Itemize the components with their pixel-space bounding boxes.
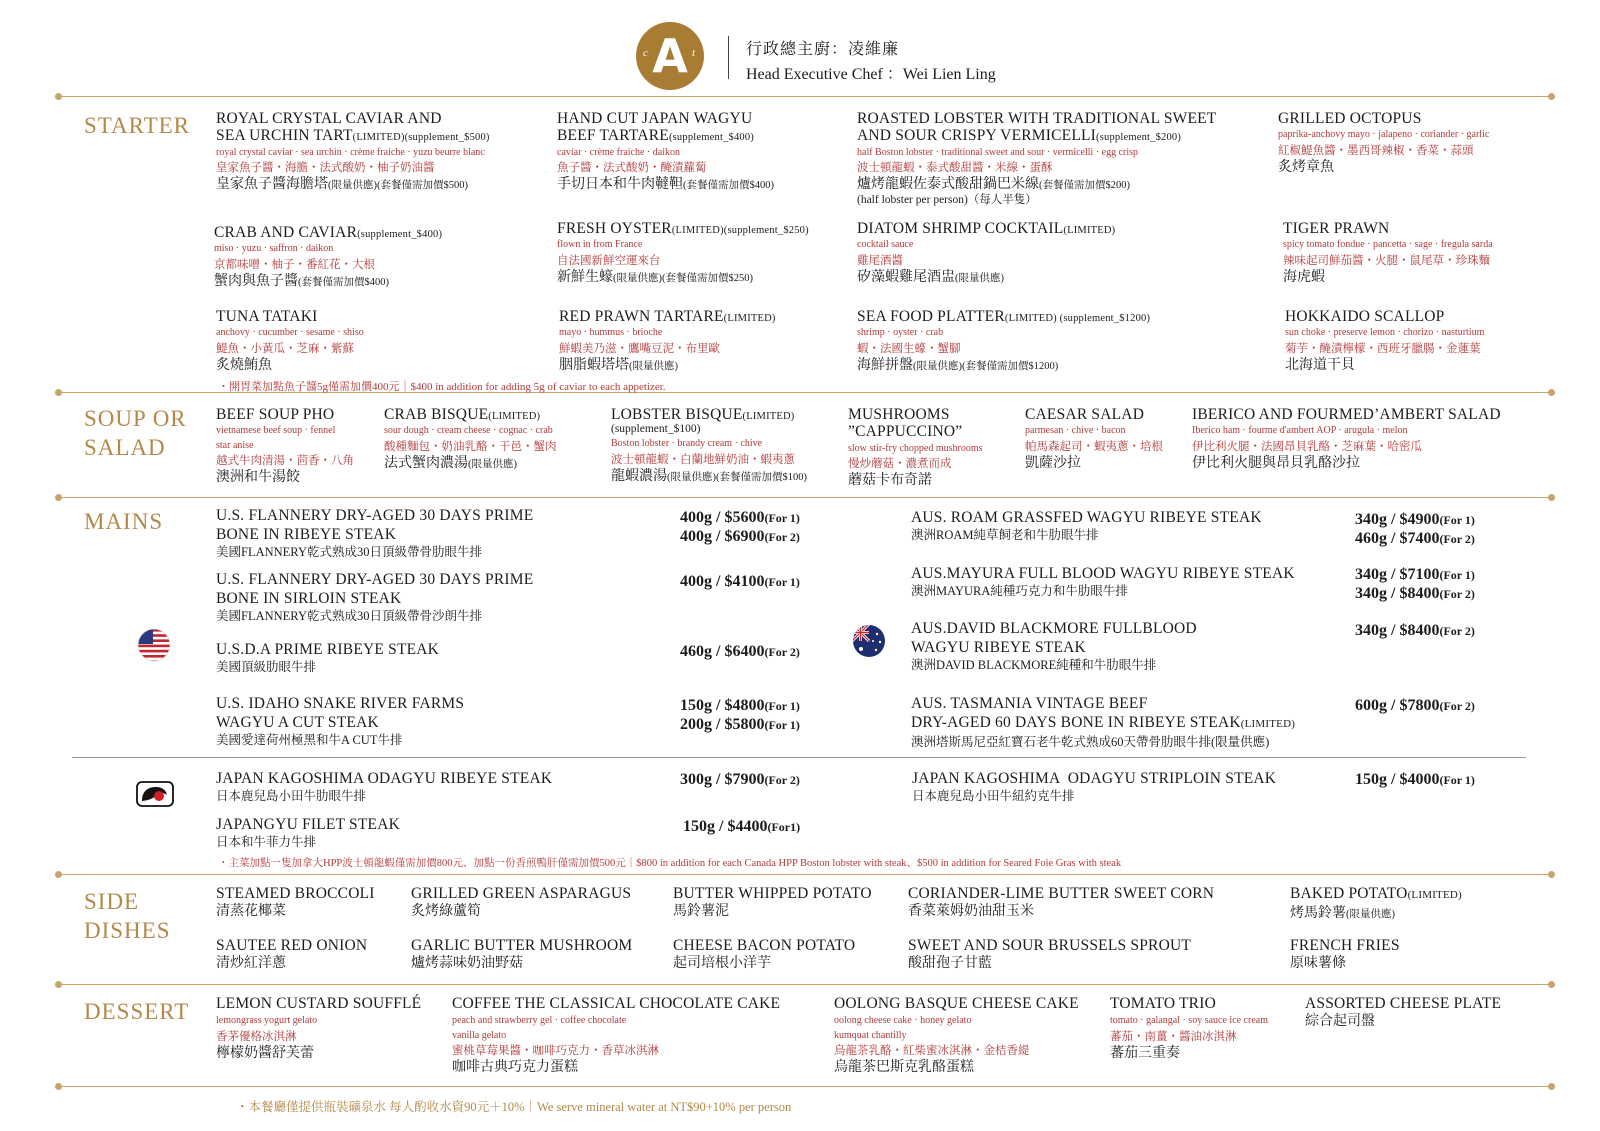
soup-item <box>1025 406 1185 472</box>
item-name-zh: 美國FLANNERY乾式熟成30日頂級帶骨沙朗牛排 <box>216 609 482 623</box>
starter-item <box>1283 220 1563 286</box>
item-name-line2: WAGYU RIBEYE STEAK <box>911 639 1086 656</box>
item-description-zh: 蝦・法國生蠔・蟹腳 <box>857 342 961 355</box>
item-price: 340g / $8400(For 2) <box>1355 585 1475 602</box>
main-item <box>216 640 656 676</box>
starter-caviar-note: ・開胃菜加點魚子醬5g僅需加價400元｜$400 in addition for adding 5g of caviar to each appetizer. <box>218 381 666 393</box>
section-label-starter: STARTER <box>84 113 191 138</box>
item-description: sour dough · cream cheese · cognac · crab <box>384 425 553 437</box>
section-divider <box>58 1086 1552 1087</box>
item-description-zh: 波士頓龍蝦・泰式酸甜醬・米線・蛋酥 <box>857 162 1053 175</box>
dessert-item <box>1305 994 1545 1030</box>
section-divider <box>58 497 1552 498</box>
item-name-zh: 矽藻蝦雞尾酒盅(限量供應) <box>857 269 1004 285</box>
main-item <box>216 694 656 749</box>
item-name: CRAB AND CAVIAR(supplement_$400) <box>214 224 443 241</box>
item-name-zh: 日本鹿兒島小田牛肋眼牛排 <box>216 789 367 803</box>
water-charge-note: ・本餐廳僅提供瓶裝礦泉水 每人酌收水資90元＋10%｜We serve mineral water at NT$90+10% per person <box>236 1100 792 1114</box>
item-name-zh: 手切日本和牛肉韃靼(套餐僅需加價$400) <box>557 177 774 193</box>
item-name-line2: AND SOUR CRISPY VERMICELLI(supplement_$200) <box>857 127 1182 145</box>
item-name-zh: 美國頂級肋眼牛排 <box>216 660 317 674</box>
item-description-zh: 菊芋・醃漬檸檬・西班牙臘腸・金蓮葉 <box>1285 342 1481 355</box>
item-name-zh: 原味薯條 <box>1290 956 1346 971</box>
item-description-zh: 慢炒蘑菇・濃煮而成 <box>848 458 952 471</box>
item-price: 150g / $4000(For 1) <box>1355 771 1475 788</box>
item-name-zh: 皇家魚子醬海膽塔(限量供應)(套餐僅需加價$500) <box>216 177 468 193</box>
item-name-zh: 蘑菇卡布奇諾 <box>848 473 932 489</box>
main-item <box>216 815 656 851</box>
item-description: lemongrass yogurt gelato <box>216 1015 318 1026</box>
item-name-zh: 咖啡古典巧克力蛋糕 <box>452 1060 578 1076</box>
item-description-zh: 辣味起司鮮茄醬・火腿・鼠尾草・珍珠麵 <box>1283 254 1490 267</box>
item-name-zh: 日本鹿兒島小田牛紐約克牛排 <box>912 789 1075 803</box>
header-divider <box>728 36 729 79</box>
item-name-zh: 清蒸花椰菜 <box>216 904 286 919</box>
dessert-item <box>452 994 822 1076</box>
section-label-side-line2: DISHES <box>84 918 171 943</box>
item-name: LOBSTER BISQUE(LIMITED) <box>611 406 795 423</box>
item-name-line2: WAGYU A CUT STEAK <box>216 714 379 731</box>
item-name: HOKKAIDO SCALLOP <box>1285 308 1445 325</box>
side-item <box>216 936 367 972</box>
item-description: Iberico ham · fourme d'ambert AOP · arugula · melon <box>1192 425 1408 437</box>
item-name: IBERICO AND FOURMED’AMBERT SALAD <box>1192 406 1501 423</box>
item-name-zh: 伊比利火腿與昂貝乳酪沙拉 <box>1192 455 1360 471</box>
item-name-zh: 炙烤綠蘆筍 <box>411 904 481 919</box>
item-name-zh: 法式蟹肉濃湯(限量供應) <box>384 455 517 471</box>
item-description-zh: 自法國新鮮空運來台 <box>557 254 661 267</box>
item-name-zh: 蕃茄三重奏 <box>1110 1045 1180 1061</box>
item-name-line2: BEEF TARTARE(supplement_$400) <box>557 127 755 145</box>
chef-title-zh: 行政總主廚：凌維廉 <box>746 41 900 58</box>
item-price: 600g / $7800(For 2) <box>1355 697 1475 714</box>
item-description-zh: 帕馬森起司・蝦夷蔥・培根 <box>1025 440 1163 453</box>
item-description: peach and strawberry gel · coffee chocolate <box>452 1015 627 1026</box>
item-name: OOLONG BASQUE CHEESE CAKE <box>834 995 1079 1012</box>
chef-title-en: Head Executive Chef ：Wei Lien Ling <box>746 66 996 83</box>
item-name: GRILLED OCTOPUS <box>1278 110 1422 127</box>
dessert-item <box>216 994 441 1061</box>
item-description-zh: 烏龍茶乳酪・紅柴蜜冰淇淋・金桔香緹 <box>834 1045 1030 1057</box>
item-name-zh: 龍蝦濃湯(限量供應)(套餐僅需加價$100) <box>611 468 807 484</box>
item-name: U.S. FLANNERY DRY-AGED 30 DAYS PRIME <box>216 507 534 524</box>
item-description-zh: 蜜桃草莓果醬・咖啡巧克力・香草冰淇淋 <box>452 1045 659 1057</box>
item-name-zh: 澳洲DAVID BLACKMORE純種和牛肋眼牛排 <box>911 658 1157 672</box>
item-name: JAPAN KAGOSHIMA ODAGYU RIBEYE STEAK <box>216 770 553 787</box>
item-price: 460g / $6400(For 2) <box>680 643 800 660</box>
item-name: AUS.DAVID BLACKMORE FULLBLOOD <box>911 620 1197 637</box>
item-name-zh: 北海道干貝 <box>1285 357 1355 373</box>
item-name-zh: 澳洲和牛湯餃 <box>216 470 300 486</box>
item-name: AUS. ROAM GRASSFED WAGYU RIBEYE STEAK <box>911 509 1262 526</box>
item-name: TUNA TATAKI <box>216 308 318 325</box>
item-name: MUSHROOMS <box>848 406 950 423</box>
soup-item <box>611 406 841 485</box>
item-name: STEAMED BROCCOLI <box>216 885 375 902</box>
starter-item <box>857 308 1267 374</box>
item-name: ASSORTED CHEESE PLATE <box>1305 995 1502 1012</box>
item-description-zh: 紅椒鯷魚醬・墨西哥辣椒・香菜・蒜頭 <box>1278 144 1474 157</box>
soup-item <box>216 406 376 486</box>
item-name-zh: 美國FLANNERY乾式熟成30日頂級帶骨肋眼牛排 <box>216 545 482 559</box>
item-description: flown in from France <box>557 239 643 251</box>
item-name-zh: 新鮮生蠔(限量供應)(套餐僅需加價$250) <box>557 269 753 285</box>
starter-item <box>1278 110 1558 176</box>
item-price: 150g / $4800(For 1) <box>680 697 800 714</box>
item-name: U.S. FLANNERY DRY-AGED 30 DAYS PRIME <box>216 571 534 588</box>
item-description: oolong cheese cake · honey gelato <box>834 1015 972 1026</box>
soup-item <box>384 406 599 472</box>
item-description: sun choke · preserve lemon · chorizo · nasturtium <box>1285 327 1485 339</box>
item-description: caviar · crème fraiche · daikon <box>557 146 680 158</box>
item-name-zh: 蟹肉與魚子醬(套餐僅需加價$400) <box>214 273 389 289</box>
item-name-zh: 海虎蝦 <box>1283 269 1325 285</box>
item-description-zh: 伊比利火腿・法國昂貝乳酪・芝麻葉・哈密瓜 <box>1192 440 1422 453</box>
mains-addon-note: ・主菜加點一隻加拿大HPP波士頓龍蝦僅需加價800元、加點一份香煎鴨肝僅需加價500元｜$800 in addition for each Canada HPP Boston lobster with steak、$500 in addition for Seared Foie Gras with steak <box>218 858 1122 869</box>
item-supplement: (supplement_$100) <box>611 423 701 436</box>
item-description-zh: 鮮蝦美乃滋・鷹嘴豆泥・布里歐 <box>559 342 720 355</box>
item-name-line2: DRY-AGED 60 DAYS BONE IN RIBEYE STEAK(LIMITED) <box>911 714 1296 731</box>
side-item <box>908 884 1214 920</box>
item-description-zh: 波士頓龍蝦・白蘭地鮮奶油・蝦夷蔥 <box>611 453 795 466</box>
main-item <box>216 570 656 625</box>
item-description: parmesan · chive · bacon <box>1025 425 1126 437</box>
item-name: GARLIC BUTTER MUSHROOM <box>411 937 633 954</box>
item-description: mayo · hummus · brioche <box>559 327 663 339</box>
side-item <box>411 884 631 920</box>
section-label-side-line1: SIDE <box>84 889 140 914</box>
item-description: vietnamese beef soup · fennel <box>216 425 336 437</box>
item-name-line2: ”CAPPUCCINO” <box>848 423 963 441</box>
main-item <box>911 619 1351 674</box>
item-name: ROYAL CRYSTAL CAVIAR AND <box>216 110 442 127</box>
section-label-side <box>84 887 171 945</box>
item-description: half Boston lobster · traditional sweet and sour · vermicelli · egg crisp <box>857 146 1139 158</box>
item-description: shrimp · oyster · crab <box>857 327 944 339</box>
main-item <box>911 694 1351 751</box>
item-price: 400g / $4100(For 1) <box>680 573 800 590</box>
section-label-mains: MAINS <box>84 509 164 534</box>
side-item <box>411 936 632 972</box>
section-label-soup-line2: SALAD <box>84 435 166 460</box>
side-item <box>673 884 872 920</box>
side-item <box>908 936 1191 972</box>
item-name-zh: 烏龍茶巴斯克乳酪蛋糕 <box>834 1060 974 1076</box>
section-label-soup <box>84 404 187 462</box>
item-price: 340g / $8400(For 2) <box>1355 622 1475 639</box>
item-description: Boston lobster · brandy cream · chive <box>611 438 763 450</box>
item-name: LEMON CUSTARD SOUFFLÉ <box>216 995 422 1012</box>
item-name: TOMATO TRIO <box>1110 995 1216 1012</box>
logo-letter-right: t <box>691 47 695 59</box>
section-label-soup-line1: SOUP OR <box>84 406 187 431</box>
item-description: paprika-anchovy mayo · jalapeno · coriander · garlic <box>1278 129 1490 141</box>
australia-flag-icon <box>852 624 886 658</box>
item-name: BUTTER WHIPPED POTATO <box>673 885 872 902</box>
item-description-zh: 香茅優格冰淇淋 <box>216 1030 297 1043</box>
item-name: DIATOM SHRIMP COCKTAIL(LIMITED) <box>857 220 1116 237</box>
item-price: 300g / $7900(For 2) <box>680 771 800 788</box>
main-item <box>216 506 656 561</box>
item-name-zh: 起司培根小洋芋 <box>673 956 771 971</box>
item-name: AUS.MAYURA FULL BLOOD WAGYU RIBEYE STEAK <box>911 565 1295 582</box>
side-item <box>216 884 375 920</box>
item-description-zh: 魚子醬・法式酸奶・醃漬蘿蔔 <box>557 162 707 175</box>
item-description-zh: 鯷魚・小黃瓜・芝麻・紫蘇 <box>216 342 354 355</box>
starter-item <box>216 308 546 374</box>
main-item <box>911 508 1351 544</box>
item-name-zh: 酸甜孢子甘藍 <box>908 956 992 971</box>
item-name-zh: 爐烤蒜味奶油野菇 <box>411 956 523 971</box>
starter-item <box>857 110 1267 207</box>
dessert-item <box>1110 994 1310 1061</box>
item-price: 200g / $5800(For 1) <box>680 716 800 733</box>
main-item <box>911 564 1351 600</box>
item-name: JAPAN KAGOSHIMA ODAGYU STRIPLOIN STEAK <box>912 770 1277 787</box>
item-name: JAPANGYU FILET STEAK <box>216 816 400 833</box>
main-item <box>912 769 1352 805</box>
item-description-zh: 雞尾酒醬 <box>857 254 903 267</box>
starter-item <box>214 224 544 290</box>
item-name-zh: 炙燒鮪魚 <box>216 357 272 373</box>
item-price: 340g / $7100(For 1) <box>1355 566 1475 583</box>
item-description: slow stir-fry chopped mushrooms <box>848 442 983 454</box>
item-name-line2: BONE IN RIBEYE STEAK <box>216 526 397 543</box>
item-description-zh: 京都味噌・柚子・番紅花・大根 <box>214 258 375 271</box>
item-description-line2: star anise <box>216 439 254 451</box>
item-name: COFFEE THE CLASSICAL CHOCOLATE CAKE <box>452 995 781 1012</box>
item-name-zh: 香菜萊姆奶油甜玉米 <box>908 904 1034 919</box>
restaurant-logo <box>636 22 704 90</box>
item-description-line2: kumquat chantilly <box>834 1029 907 1041</box>
item-name: U.S. IDAHO SNAKE RIVER FARMS <box>216 695 465 712</box>
item-name-zh: 烤馬鈴薯(限量供應) <box>1290 906 1395 921</box>
item-name-zh: 胭脂蝦塔塔(限量供應) <box>559 357 678 373</box>
item-description-zh: 酸種麵包・奶油乳酪・干邑・蟹肉 <box>384 440 557 453</box>
item-name-zh: 炙烤章魚 <box>1278 159 1334 175</box>
usa-flag-icon <box>137 628 171 662</box>
section-divider <box>58 874 1552 875</box>
logo-letter-left: c <box>643 47 648 59</box>
item-price: 340g / $4900(For 1) <box>1355 511 1475 528</box>
item-name-zh: 檸檬奶醬舒芙蕾 <box>216 1045 314 1061</box>
item-name-zh: 日本和牛菲力牛排 <box>216 835 317 849</box>
item-name: FRESH OYSTER(LIMITED)(supplement_$250) <box>557 220 809 237</box>
item-name-zh: 綜合起司盤 <box>1305 1014 1375 1029</box>
item-name-line2: BONE IN SIRLOIN STEAK <box>216 590 402 607</box>
item-name: SAUTEE RED ONION <box>216 937 368 954</box>
item-description: spicy tomato fondue · pancetta · sage · fregula sarda <box>1283 239 1493 251</box>
item-name-zh: 美國愛達荷州極黑和牛A CUT牛排 <box>216 733 403 747</box>
item-description: miso · yuzu · saffron · daikon <box>214 243 334 255</box>
side-item <box>673 936 855 972</box>
item-price: 400g / $5600(For 1) <box>680 509 800 526</box>
side-item <box>1290 884 1462 922</box>
item-name: RED PRAWN TARTARE(LIMITED) <box>559 308 776 325</box>
item-name-zh: 爐烤龍蝦佐泰式酸甜鍋巴米線(套餐僅需加價$200) <box>857 177 1130 193</box>
starter-item <box>557 220 857 286</box>
starter-item <box>1285 308 1565 374</box>
item-name: CRAB BISQUE(LIMITED) <box>384 406 541 423</box>
item-description-zh: 皇家魚子醬・海膽・法式酸奶・柚子奶油醬 <box>216 162 435 175</box>
section-label-dessert: DESSERT <box>84 999 190 1024</box>
item-description: anchovy · cucumber · sesame · shiso <box>216 327 364 339</box>
item-name: SEA FOOD PLATTER(LIMITED) (supplement_$1200) <box>857 308 1151 325</box>
item-name: SWEET AND SOUR BRUSSELS SPROUT <box>908 937 1192 954</box>
starter-item <box>216 110 546 193</box>
item-portion-note: (half lobster per person)（每人半隻） <box>857 193 1037 206</box>
soup-item <box>848 406 1018 489</box>
starter-item <box>557 110 847 193</box>
japan-flag-icon <box>136 781 174 807</box>
item-name: FRENCH FRIES <box>1290 937 1400 954</box>
item-name-line2: SEA URCHIN TART(LIMITED)(supplement_$500) <box>216 127 490 145</box>
item-description-zh: 越式牛肉清湯・茴香・八角 <box>216 455 354 468</box>
item-description: tomato · galangal · soy sauce ice cream <box>1110 1015 1268 1026</box>
item-name: ROASTED LOBSTER WITH TRADITIONAL SWEET <box>857 110 1217 127</box>
item-description-zh: 蕃茄・南薑・醬油冰淇淋 <box>1110 1030 1237 1043</box>
item-name: CORIANDER-LIME BUTTER SWEET CORN <box>908 885 1215 902</box>
item-name-zh: 海鮮拼盤(限量供應)(套餐僅需加價$1200) <box>857 357 1059 373</box>
soup-item <box>1192 406 1562 472</box>
item-description: royal crystal caviar · sea urchin · crème fraiche · yuzu beurre blanc <box>216 146 485 158</box>
item-price: 150g / $4400(For1) <box>683 818 801 835</box>
item-price: 460g / $7400(For 2) <box>1355 530 1475 547</box>
item-name-zh: 凱薩沙拉 <box>1025 455 1081 471</box>
item-name-zh: 澳洲塔斯馬尼亞紅寶石老牛乾式熟成60天帶骨肋眼牛排(限量供應) <box>911 735 1270 749</box>
item-name-zh: 澳洲MAYURA純種巧克力和牛肋眼牛排 <box>911 584 1128 598</box>
main-item <box>216 769 656 805</box>
item-description-line2: vanilla gelato <box>452 1029 507 1041</box>
section-divider <box>58 984 1552 985</box>
starter-item <box>559 308 849 374</box>
mains-japan-divider <box>72 757 1526 758</box>
item-name: GRILLED GREEN ASPARAGUS <box>411 885 632 902</box>
item-name: BAKED POTATO(LIMITED) <box>1290 885 1462 902</box>
item-name-zh: 澳洲ROAM純草飼老和牛肋眼牛排 <box>911 528 1099 542</box>
side-item <box>1290 936 1400 972</box>
item-name-zh: 清炒紅洋蔥 <box>216 956 286 971</box>
dessert-item <box>834 994 1104 1076</box>
section-divider <box>58 96 1552 97</box>
item-name: BEEF SOUP PHO <box>216 406 335 423</box>
starter-item <box>857 220 1257 286</box>
logo-letter: A <box>652 29 688 83</box>
item-description: cocktail sauce <box>857 239 914 251</box>
item-name: AUS. TASMANIA VINTAGE BEEF <box>911 695 1148 712</box>
item-name: CAESAR SALAD <box>1025 406 1145 423</box>
item-name: U.S.D.A PRIME RIBEYE STEAK <box>216 641 440 658</box>
item-name: CHEESE BACON POTATO <box>673 937 856 954</box>
item-name: TIGER PRAWN <box>1283 220 1390 237</box>
item-name: HAND CUT JAPAN WAGYU <box>557 110 753 127</box>
item-price: 400g / $6900(For 2) <box>680 528 800 545</box>
item-name-zh: 馬鈴薯泥 <box>673 904 729 919</box>
